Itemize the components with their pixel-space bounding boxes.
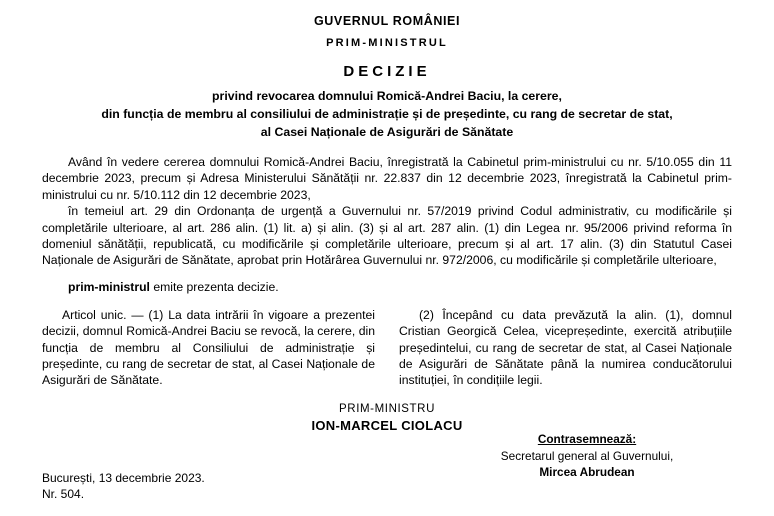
article-column-left xyxy=(42,307,375,389)
document-type-heading: DECIZIE xyxy=(343,63,431,80)
preamble xyxy=(42,154,732,269)
signature-block xyxy=(42,403,732,433)
article-unic-paragraph-1: Articol unic. — (1) La data intrării în vigoare a prezentei decizii, domnul Romică-Andrei Baciu se revocă, la cerere, din funcția de membru al Consiliului de administrație și președinte, cu rang de secretar de stat, al Casei Naționale de Asigurări de Sănătate. xyxy=(42,307,375,388)
preamble-paragraph-2: în temeiul art. 29 din Ordonanța de urgență a Guvernului nr. 57/2019 privind Codul administrativ, cu modificările și completările ulterioare, al art. 286 alin. (1) lit. a) și alin. (3) și al art. 287 alin. (1) din Legea nr. 95/2006 privind reforma în domeniul sănătății, republicată, cu modificările și completările ulterioare, precum și al art. 17 alin. (3) din Statutul Casei Naționale de Asigurări de Sănătate, aprobat prin Hotărârea Guvernului nr. 972/2006, cu modificările și completările ulterioare, xyxy=(42,204,732,268)
subtitle-line-3: al Casei Naționale de Asigurări de Sănătate xyxy=(260,125,514,139)
articles-columns xyxy=(42,307,732,389)
countersignature-role: Secretarul general al Guvernului, xyxy=(500,449,674,463)
prime-minister-title: PRIM-MINISTRUL xyxy=(326,37,448,49)
issuer-statement xyxy=(42,280,732,294)
document-subtitle xyxy=(42,87,732,141)
subtitle-line-1: privind revocarea domnului Romică-Andrei Baciu, la cerere, xyxy=(212,89,562,103)
government-title: GUVERNUL ROMÂNIEI xyxy=(313,14,461,28)
issuer-label: prim-ministrul xyxy=(68,279,150,294)
countersignature-name: Mircea Abrudean xyxy=(539,465,635,479)
footer-place-date: București, 13 decembrie 2023. xyxy=(42,471,205,485)
document-footer xyxy=(42,470,205,502)
signature-role: PRIM-MINISTRU xyxy=(339,402,435,415)
article-column-right xyxy=(399,307,732,389)
preamble-paragraph-1: Având în vedere cererea domnului Romică-Andrei Baciu, înregistrată la Cabinetul prim-ministrului cu nr. 5/10.055 din 11 decembrie 2023, precum și Adresa Ministerului Sănătății nr. 22.837 din 12 decembrie 2023, înregistrată la Cabinetul prim-ministrului cu nr. 5/10.112 din 12 decembrie 2023, xyxy=(42,155,732,202)
countersignature-label: Contrasemnează: xyxy=(537,432,637,446)
countersignature-block xyxy=(442,431,732,480)
signature-name: ION-MARCEL CIOLACU xyxy=(311,417,463,433)
footer-number: Nr. 504. xyxy=(42,487,85,501)
subtitle-line-2: din funcția de membru al consiliului de administrație și de președinte, cu rang de secretar de stat, xyxy=(101,107,673,121)
article-unic-paragraph-2: (2) Începând cu data prevăzută la alin. (1), domnul Cristian Georgică Celea, vicepreședinte, exercită atribuțiile președintelui, cu rang de secretar de stat, al Casei Naționale de Asigurări de Sănătate până la numirea conducătorului instituției, în condițiile legii. xyxy=(399,307,732,388)
issuer-rest: emite prezenta decizie. xyxy=(149,279,279,294)
